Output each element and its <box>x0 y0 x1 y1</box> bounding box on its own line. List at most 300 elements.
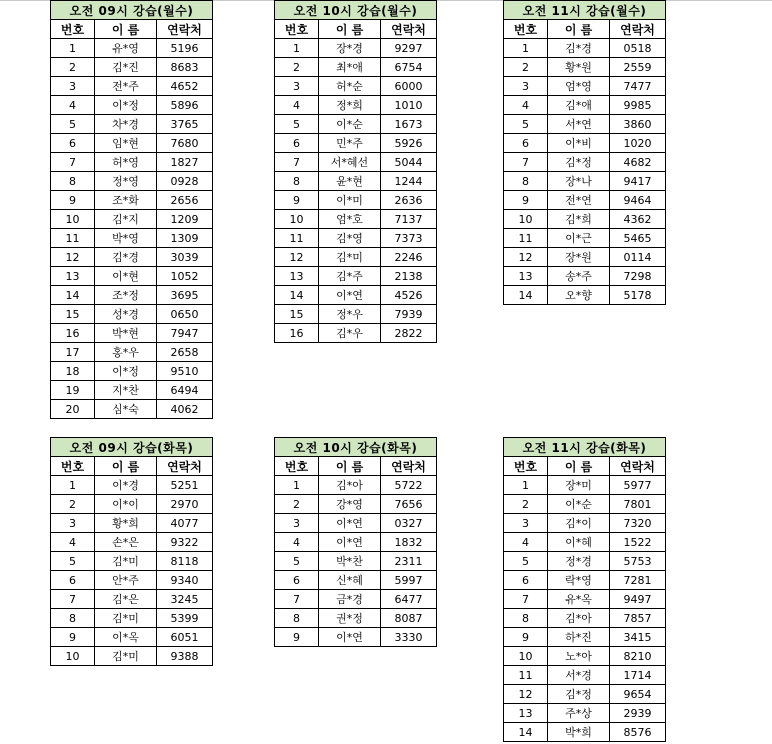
cell-number: 15 <box>275 305 319 324</box>
cell-contact: 9510 <box>157 362 213 381</box>
cell-name: 금*경 <box>319 590 381 609</box>
table-row <box>504 704 666 723</box>
cell-number: 14 <box>504 723 548 742</box>
cell-number: 2 <box>51 495 95 514</box>
cell-contact: 8087 <box>381 609 437 628</box>
cell-contact: 7477 <box>610 77 666 96</box>
cell-number: 4 <box>51 96 95 115</box>
cell-number: 6 <box>504 134 548 153</box>
table-title: 오전 10시 강습(월수) <box>275 1 437 20</box>
cell-name: 김*이 <box>548 514 610 533</box>
cell-name: 김*경 <box>548 39 610 58</box>
cell-number: 13 <box>504 267 548 286</box>
cell-contact: 6051 <box>157 628 213 647</box>
table-row <box>51 571 213 590</box>
cell-contact: 9322 <box>157 533 213 552</box>
cell-contact: 3415 <box>610 628 666 647</box>
cell-contact: 5926 <box>381 134 437 153</box>
cell-number: 14 <box>504 286 548 305</box>
cell-contact: 0518 <box>610 39 666 58</box>
cell-name: 장*나 <box>548 172 610 191</box>
table-row <box>51 267 213 286</box>
cell-number: 20 <box>51 400 95 419</box>
cell-number: 1 <box>51 39 95 58</box>
table-row <box>504 210 666 229</box>
cell-contact: 1832 <box>381 533 437 552</box>
cell-name: 장*원 <box>548 248 610 267</box>
table-row <box>51 400 213 419</box>
cell-number: 8 <box>504 609 548 628</box>
cell-contact: 7298 <box>610 267 666 286</box>
table-row <box>504 248 666 267</box>
cell-name: 김*주 <box>319 267 381 286</box>
cell-number: 7 <box>51 153 95 172</box>
cell-contact: 9654 <box>610 685 666 704</box>
cell-contact: 8210 <box>610 647 666 666</box>
cell-name: 지*찬 <box>95 381 157 400</box>
cell-name: 이*비 <box>548 134 610 153</box>
cell-name: 하*진 <box>548 628 610 647</box>
table-row <box>275 571 437 590</box>
cell-name: 김*미 <box>319 248 381 267</box>
table-row <box>51 476 213 495</box>
cell-name: 이*혜 <box>548 533 610 552</box>
table-row <box>275 324 437 343</box>
cell-name: 정*영 <box>95 172 157 191</box>
cell-number: 8 <box>275 609 319 628</box>
cell-number: 8 <box>51 609 95 628</box>
cell-name: 신*혜 <box>319 571 381 590</box>
cell-contact: 7947 <box>157 324 213 343</box>
cell-name: 조*정 <box>95 286 157 305</box>
cell-number: 2 <box>51 58 95 77</box>
table-row <box>51 381 213 400</box>
cell-number: 13 <box>275 267 319 286</box>
cell-name: 정*희 <box>319 96 381 115</box>
cell-contact: 7939 <box>381 305 437 324</box>
cell-name: 이*이 <box>95 495 157 514</box>
column-header-name: 이 름 <box>319 20 381 39</box>
cell-number: 16 <box>275 324 319 343</box>
table-title: 오전 09시 강습(월수) <box>51 1 213 20</box>
cell-contact: 1827 <box>157 153 213 172</box>
cell-name: 이*정 <box>95 362 157 381</box>
cell-contact: 8683 <box>157 58 213 77</box>
table-row <box>275 77 437 96</box>
cell-name: 허*영 <box>95 153 157 172</box>
cell-number: 7 <box>504 590 548 609</box>
table-row <box>275 609 437 628</box>
cell-name: 장*경 <box>319 39 381 58</box>
column-header-contact: 연락처 <box>157 20 213 39</box>
cell-number: 10 <box>504 647 548 666</box>
cell-name: 김*경 <box>95 248 157 267</box>
cell-number: 6 <box>51 571 95 590</box>
table-row <box>275 191 437 210</box>
table-row <box>51 115 213 134</box>
table-row <box>504 134 666 153</box>
column-header-contact: 연락처 <box>381 20 437 39</box>
table-row <box>51 552 213 571</box>
cell-number: 3 <box>51 77 95 96</box>
cell-contact: 3860 <box>610 115 666 134</box>
cell-number: 11 <box>504 229 548 248</box>
table-row <box>275 552 437 571</box>
cell-number: 10 <box>51 647 95 666</box>
cell-contact: 7281 <box>610 571 666 590</box>
cell-name: 임*현 <box>95 134 157 153</box>
cell-number: 12 <box>275 248 319 267</box>
table-row <box>275 210 437 229</box>
cell-number: 5 <box>51 552 95 571</box>
table-row <box>275 96 437 115</box>
cell-name: 이*옥 <box>95 628 157 647</box>
cell-number: 14 <box>275 286 319 305</box>
table-row <box>275 533 437 552</box>
cell-contact: 7320 <box>610 514 666 533</box>
cell-number: 8 <box>51 172 95 191</box>
table-row <box>504 172 666 191</box>
cell-contact: 1244 <box>381 172 437 191</box>
cell-number: 8 <box>504 172 548 191</box>
cell-name: 엄*호 <box>319 210 381 229</box>
cell-name: 김*희 <box>548 210 610 229</box>
cell-contact: 5399 <box>157 609 213 628</box>
cell-number: 9 <box>504 191 548 210</box>
cell-contact: 5997 <box>381 571 437 590</box>
cell-name: 오*향 <box>548 286 610 305</box>
cell-number: 17 <box>51 343 95 362</box>
cell-contact: 4077 <box>157 514 213 533</box>
cell-name: 김*애 <box>548 96 610 115</box>
cell-name: 김*영 <box>319 229 381 248</box>
cell-name: 박*희 <box>548 723 610 742</box>
cell-contact: 2636 <box>381 191 437 210</box>
cell-number: 9 <box>51 628 95 647</box>
table-row <box>51 39 213 58</box>
table-row <box>275 514 437 533</box>
cell-number: 1 <box>275 39 319 58</box>
schedule-table-1100-tue-thu <box>503 437 666 742</box>
cell-number: 11 <box>275 229 319 248</box>
cell-contact: 8576 <box>610 723 666 742</box>
cell-name: 김*은 <box>95 590 157 609</box>
table-row <box>51 286 213 305</box>
cell-name: 노*아 <box>548 647 610 666</box>
cell-number: 13 <box>51 267 95 286</box>
cell-contact: 7137 <box>381 210 437 229</box>
cell-contact: 0114 <box>610 248 666 267</box>
cell-name: 서*혜선 <box>319 153 381 172</box>
cell-name: 이*정 <box>95 96 157 115</box>
cell-number: 2 <box>504 58 548 77</box>
table-row <box>51 647 213 666</box>
cell-number: 6 <box>275 134 319 153</box>
cell-contact: 6754 <box>381 58 437 77</box>
table-row <box>504 552 666 571</box>
column-header-no: 번호 <box>51 20 95 39</box>
cell-contact: 8118 <box>157 552 213 571</box>
cell-number: 2 <box>504 495 548 514</box>
table-title: 오전 09시 강습(화목) <box>51 438 213 457</box>
cell-number: 10 <box>275 210 319 229</box>
cell-contact: 7656 <box>381 495 437 514</box>
cell-number: 3 <box>275 514 319 533</box>
table-row <box>275 286 437 305</box>
cell-number: 2 <box>275 495 319 514</box>
cell-name: 정*경 <box>548 552 610 571</box>
table-title: 오전 10시 강습(화목) <box>275 438 437 457</box>
table-row <box>504 191 666 210</box>
table-row <box>504 647 666 666</box>
table-row <box>275 628 437 647</box>
table-row <box>275 39 437 58</box>
cell-number: 4 <box>275 96 319 115</box>
cell-contact: 2311 <box>381 552 437 571</box>
cell-name: 이*근 <box>548 229 610 248</box>
cell-contact: 7680 <box>157 134 213 153</box>
cell-name: 김*미 <box>95 552 157 571</box>
cell-contact: 3039 <box>157 248 213 267</box>
cell-name: 박*영 <box>95 229 157 248</box>
cell-name: 전*주 <box>95 77 157 96</box>
column-header-contact: 연락처 <box>610 20 666 39</box>
table-row <box>51 248 213 267</box>
table-row <box>275 476 437 495</box>
table-row <box>504 96 666 115</box>
cell-contact: 5977 <box>610 476 666 495</box>
cell-contact: 1052 <box>157 267 213 286</box>
cell-number: 1 <box>504 39 548 58</box>
cell-number: 9 <box>275 628 319 647</box>
table-row <box>51 305 213 324</box>
cell-contact: 6477 <box>381 590 437 609</box>
cell-number: 9 <box>51 191 95 210</box>
cell-name: 장*미 <box>548 476 610 495</box>
cell-number: 5 <box>275 115 319 134</box>
table-row <box>504 590 666 609</box>
cell-number: 19 <box>51 381 95 400</box>
cell-name: 최*애 <box>319 58 381 77</box>
cell-number: 14 <box>51 286 95 305</box>
table-row <box>275 58 437 77</box>
cell-number: 4 <box>504 96 548 115</box>
cell-contact: 2939 <box>610 704 666 723</box>
cell-name: 주*상 <box>548 704 610 723</box>
schedule-table-0900-tue-thu <box>50 437 213 666</box>
table-row <box>504 571 666 590</box>
cell-number: 5 <box>51 115 95 134</box>
table-row <box>504 685 666 704</box>
column-header-name: 이 름 <box>548 20 610 39</box>
cell-name: 강*영 <box>319 495 381 514</box>
cell-contact: 1010 <box>381 96 437 115</box>
cell-contact: 1714 <box>610 666 666 685</box>
cell-contact: 4526 <box>381 286 437 305</box>
table-title: 오전 11시 강습(화목) <box>504 438 666 457</box>
table-row <box>51 343 213 362</box>
cell-number: 11 <box>51 229 95 248</box>
cell-number: 8 <box>275 172 319 191</box>
cell-number: 6 <box>275 571 319 590</box>
table-row <box>504 229 666 248</box>
cell-number: 3 <box>504 514 548 533</box>
column-header-no: 번호 <box>275 457 319 476</box>
cell-name: 송*주 <box>548 267 610 286</box>
cell-contact: 3695 <box>157 286 213 305</box>
cell-number: 3 <box>275 77 319 96</box>
cell-contact: 6000 <box>381 77 437 96</box>
table-row <box>51 153 213 172</box>
cell-name: 윤*현 <box>319 172 381 191</box>
cell-contact: 2246 <box>381 248 437 267</box>
table-row <box>51 324 213 343</box>
column-header-name: 이 름 <box>548 457 610 476</box>
cell-contact: 0650 <box>157 305 213 324</box>
cell-name: 이*순 <box>319 115 381 134</box>
schedule-table-1000-tue-thu <box>274 437 437 647</box>
cell-name: 정*우 <box>319 305 381 324</box>
cell-contact: 9464 <box>610 191 666 210</box>
cell-number: 10 <box>51 210 95 229</box>
cell-name: 허*순 <box>319 77 381 96</box>
cell-name: 민*주 <box>319 134 381 153</box>
table-row <box>504 77 666 96</box>
cell-contact: 9497 <box>610 590 666 609</box>
column-header-no: 번호 <box>51 457 95 476</box>
cell-name: 김*미 <box>95 647 157 666</box>
cell-name: 서*경 <box>548 666 610 685</box>
cell-contact: 1209 <box>157 210 213 229</box>
table-row <box>275 495 437 514</box>
table-row <box>504 666 666 685</box>
table-row <box>275 134 437 153</box>
cell-name: 유*영 <box>95 39 157 58</box>
cell-name: 전*연 <box>548 191 610 210</box>
cell-contact: 7857 <box>610 609 666 628</box>
cell-contact: 5465 <box>610 229 666 248</box>
schedule-table-0900-mon-wed <box>50 0 213 419</box>
cell-contact: 2559 <box>610 58 666 77</box>
cell-number: 6 <box>51 134 95 153</box>
cell-number: 7 <box>504 153 548 172</box>
cell-number: 13 <box>504 704 548 723</box>
cell-number: 10 <box>504 210 548 229</box>
cell-name: 이*연 <box>319 628 381 647</box>
column-header-name: 이 름 <box>95 457 157 476</box>
cell-name: 서*연 <box>548 115 610 134</box>
table-row <box>504 533 666 552</box>
cell-number: 3 <box>51 514 95 533</box>
cell-name: 김*아 <box>319 476 381 495</box>
cell-contact: 2970 <box>157 495 213 514</box>
cell-contact: 9388 <box>157 647 213 666</box>
column-header-no: 번호 <box>275 20 319 39</box>
column-header-name: 이 름 <box>95 20 157 39</box>
cell-name: 김*아 <box>548 609 610 628</box>
cell-contact: 0928 <box>157 172 213 191</box>
cell-name: 성*경 <box>95 305 157 324</box>
cell-name: 심*숙 <box>95 400 157 419</box>
cell-name: 이*연 <box>319 286 381 305</box>
cell-number: 12 <box>504 685 548 704</box>
table-row <box>51 210 213 229</box>
cell-name: 황*희 <box>95 514 157 533</box>
table-row <box>504 267 666 286</box>
table-row <box>275 172 437 191</box>
cell-contact: 3330 <box>381 628 437 647</box>
cell-contact: 1522 <box>610 533 666 552</box>
cell-name: 김*정 <box>548 153 610 172</box>
cell-name: 이*연 <box>319 533 381 552</box>
cell-contact: 2138 <box>381 267 437 286</box>
table-row <box>51 229 213 248</box>
table-row <box>504 115 666 134</box>
cell-contact: 3765 <box>157 115 213 134</box>
column-header-contact: 연락처 <box>157 457 213 476</box>
cell-contact: 7373 <box>381 229 437 248</box>
table-row <box>504 39 666 58</box>
cell-name: 박*현 <box>95 324 157 343</box>
cell-number: 12 <box>51 248 95 267</box>
cell-number: 1 <box>51 476 95 495</box>
cell-contact: 5753 <box>610 552 666 571</box>
cell-number: 15 <box>51 305 95 324</box>
cell-name: 김*우 <box>319 324 381 343</box>
cell-name: 김*미 <box>95 609 157 628</box>
cell-name: 권*정 <box>319 609 381 628</box>
cell-number: 1 <box>504 476 548 495</box>
cell-contact: 5044 <box>381 153 437 172</box>
cell-number: 7 <box>275 590 319 609</box>
table-row <box>504 58 666 77</box>
schedule-table-1000-mon-wed <box>274 0 437 343</box>
table-row <box>51 134 213 153</box>
cell-number: 4 <box>504 533 548 552</box>
cell-number: 2 <box>275 58 319 77</box>
cell-name: 황*원 <box>548 58 610 77</box>
cell-name: 이*미 <box>319 191 381 210</box>
cell-contact: 0327 <box>381 514 437 533</box>
column-header-contact: 연락처 <box>610 457 666 476</box>
cell-contact: 4362 <box>610 210 666 229</box>
table-row <box>51 609 213 628</box>
cell-number: 18 <box>51 362 95 381</box>
cell-number: 3 <box>504 77 548 96</box>
cell-number: 7 <box>51 590 95 609</box>
table-row <box>275 267 437 286</box>
cell-number: 16 <box>51 324 95 343</box>
cell-name: 안*주 <box>95 571 157 590</box>
cell-name: 박*찬 <box>319 552 381 571</box>
cell-contact: 3245 <box>157 590 213 609</box>
table-row <box>51 172 213 191</box>
cell-name: 김*진 <box>95 58 157 77</box>
table-row <box>51 533 213 552</box>
table-row <box>275 248 437 267</box>
cell-contact: 1020 <box>610 134 666 153</box>
cell-contact: 5896 <box>157 96 213 115</box>
cell-contact: 1673 <box>381 115 437 134</box>
cell-contact: 5251 <box>157 476 213 495</box>
table-row <box>504 495 666 514</box>
cell-contact: 4652 <box>157 77 213 96</box>
cell-contact: 2822 <box>381 324 437 343</box>
cell-number: 5 <box>504 115 548 134</box>
cell-name: 조*화 <box>95 191 157 210</box>
cell-number: 11 <box>504 666 548 685</box>
cell-number: 1 <box>275 476 319 495</box>
